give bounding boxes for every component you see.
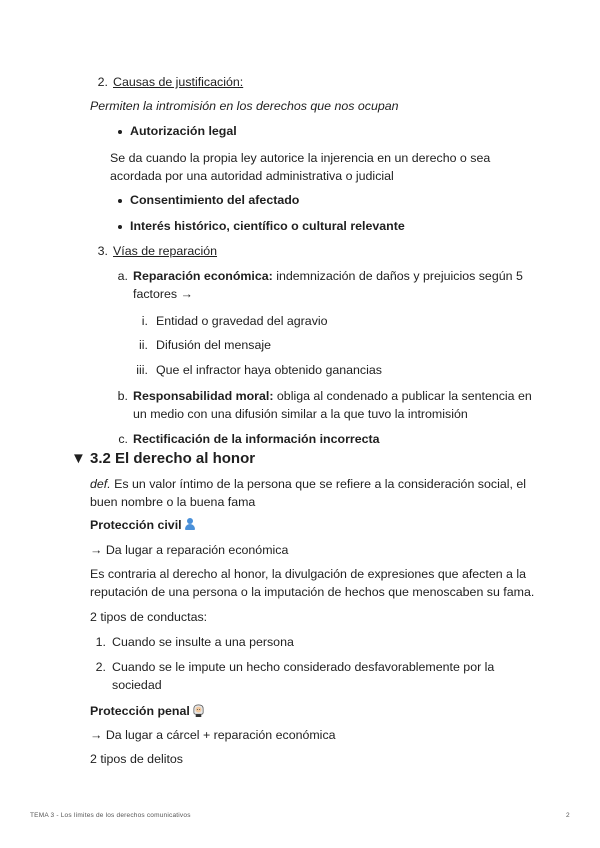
- def-text: Es un valor íntimo de la persona que se refiere a la consideración social, el: [110, 477, 526, 491]
- via-label: Responsabilidad moral:: [133, 389, 274, 403]
- list-number: 1.: [95, 635, 106, 649]
- proteccion-civil-title: [90, 518, 196, 532]
- via-text: indemnización de daños y prejuicios según 5: [272, 269, 523, 283]
- subitem-ganancias: Que el infractor haya obtenido ganancias: [156, 363, 382, 377]
- toggle-heading-honor[interactable]: [71, 450, 255, 467]
- conducta-imputacion: Cuando se le impute un hecho considerado desfavorablemente por la: [112, 660, 495, 674]
- person-icon: [184, 518, 196, 530]
- civil-types-label: 2 tipos de conductas:: [90, 610, 208, 624]
- civil-title-text: Protección civil: [90, 518, 182, 532]
- list-number: 2.: [95, 660, 106, 674]
- conducta-insulto: Cuando se insulte a una persona: [112, 635, 294, 649]
- via-reparacion-economica: [133, 269, 523, 283]
- section-title-causas: Causas de justificación:: [113, 75, 244, 89]
- via-text: obliga al condenado a publicar la sentencia en: [273, 389, 532, 403]
- bullet-icon: [118, 130, 122, 134]
- list-marker: ii.: [139, 338, 148, 352]
- list-number: 3.: [97, 244, 108, 258]
- section-title-vias: Vías de reparación: [113, 244, 218, 258]
- via-label: Reparación económica:: [133, 269, 273, 283]
- heading-honor: 3.2 El derecho al honor: [90, 450, 256, 467]
- bullet-icon: [118, 225, 122, 229]
- proteccion-penal-title: [90, 704, 205, 718]
- judge-icon: [192, 704, 205, 717]
- list-marker: i.: [141, 314, 148, 328]
- causas-intro: Permiten la intromisión en los derechos que nos ocupan: [90, 99, 399, 113]
- penal-arrow-text: → Da lugar a cárcel + reparación económica: [90, 728, 336, 742]
- civil-para-line2: reputación de una persona o la imputación de hechos que menoscaben su fama.: [90, 585, 535, 599]
- list-number: 2.: [97, 75, 108, 89]
- def-label: def.: [90, 477, 111, 491]
- def-text-line2: buen nombre o la buena fama: [90, 495, 256, 509]
- bullet-consentimiento: Consentimiento del afectado: [130, 193, 300, 207]
- footer-title: TEMA 3 - Los límites de los derechos comunicativos: [30, 812, 191, 819]
- via-text-line2: un medio con una difusión similar a la que tuvo la intromisión: [133, 407, 468, 421]
- via-rectificacion: Rectificación de la información incorrecta: [133, 432, 380, 446]
- via-responsabilidad-moral: [133, 389, 532, 403]
- list-marker: a.: [117, 269, 128, 283]
- list-marker: c.: [118, 432, 128, 446]
- penal-types-label: 2 tipos de delitos: [90, 752, 183, 766]
- penal-title-text: Protección penal: [90, 704, 190, 718]
- autorizacion-desc-line2: acordada por una autoridad administrativa o judicial: [110, 169, 394, 183]
- autorizacion-desc-line1: Se da cuando la propia ley autorice la injerencia en un derecho o sea: [110, 151, 491, 165]
- honor-definition: [90, 477, 526, 491]
- subitem-entidad: Entidad o gravedad del agravio: [156, 314, 328, 328]
- bullet-interes-historico: Interés histórico, científico o cultural relevante: [130, 219, 405, 233]
- via-text-line2: factores →: [133, 287, 193, 301]
- subitem-difusion: Difusión del mensaje: [156, 338, 272, 352]
- civil-para-line1: Es contraria al derecho al honor, la divulgación de expresiones que afecten a la: [90, 567, 527, 581]
- conducta-imputacion-line2: sociedad: [112, 678, 162, 692]
- list-marker: b.: [117, 389, 128, 403]
- bullet-icon: [118, 199, 122, 203]
- page-number: 2: [566, 812, 570, 819]
- toggle-triangle-icon[interactable]: ▼: [71, 450, 86, 467]
- bullet-autorizacion-legal: Autorización legal: [130, 124, 237, 138]
- civil-arrow-text: → Da lugar a reparación económica: [90, 543, 289, 557]
- list-marker: iii.: [136, 363, 148, 377]
